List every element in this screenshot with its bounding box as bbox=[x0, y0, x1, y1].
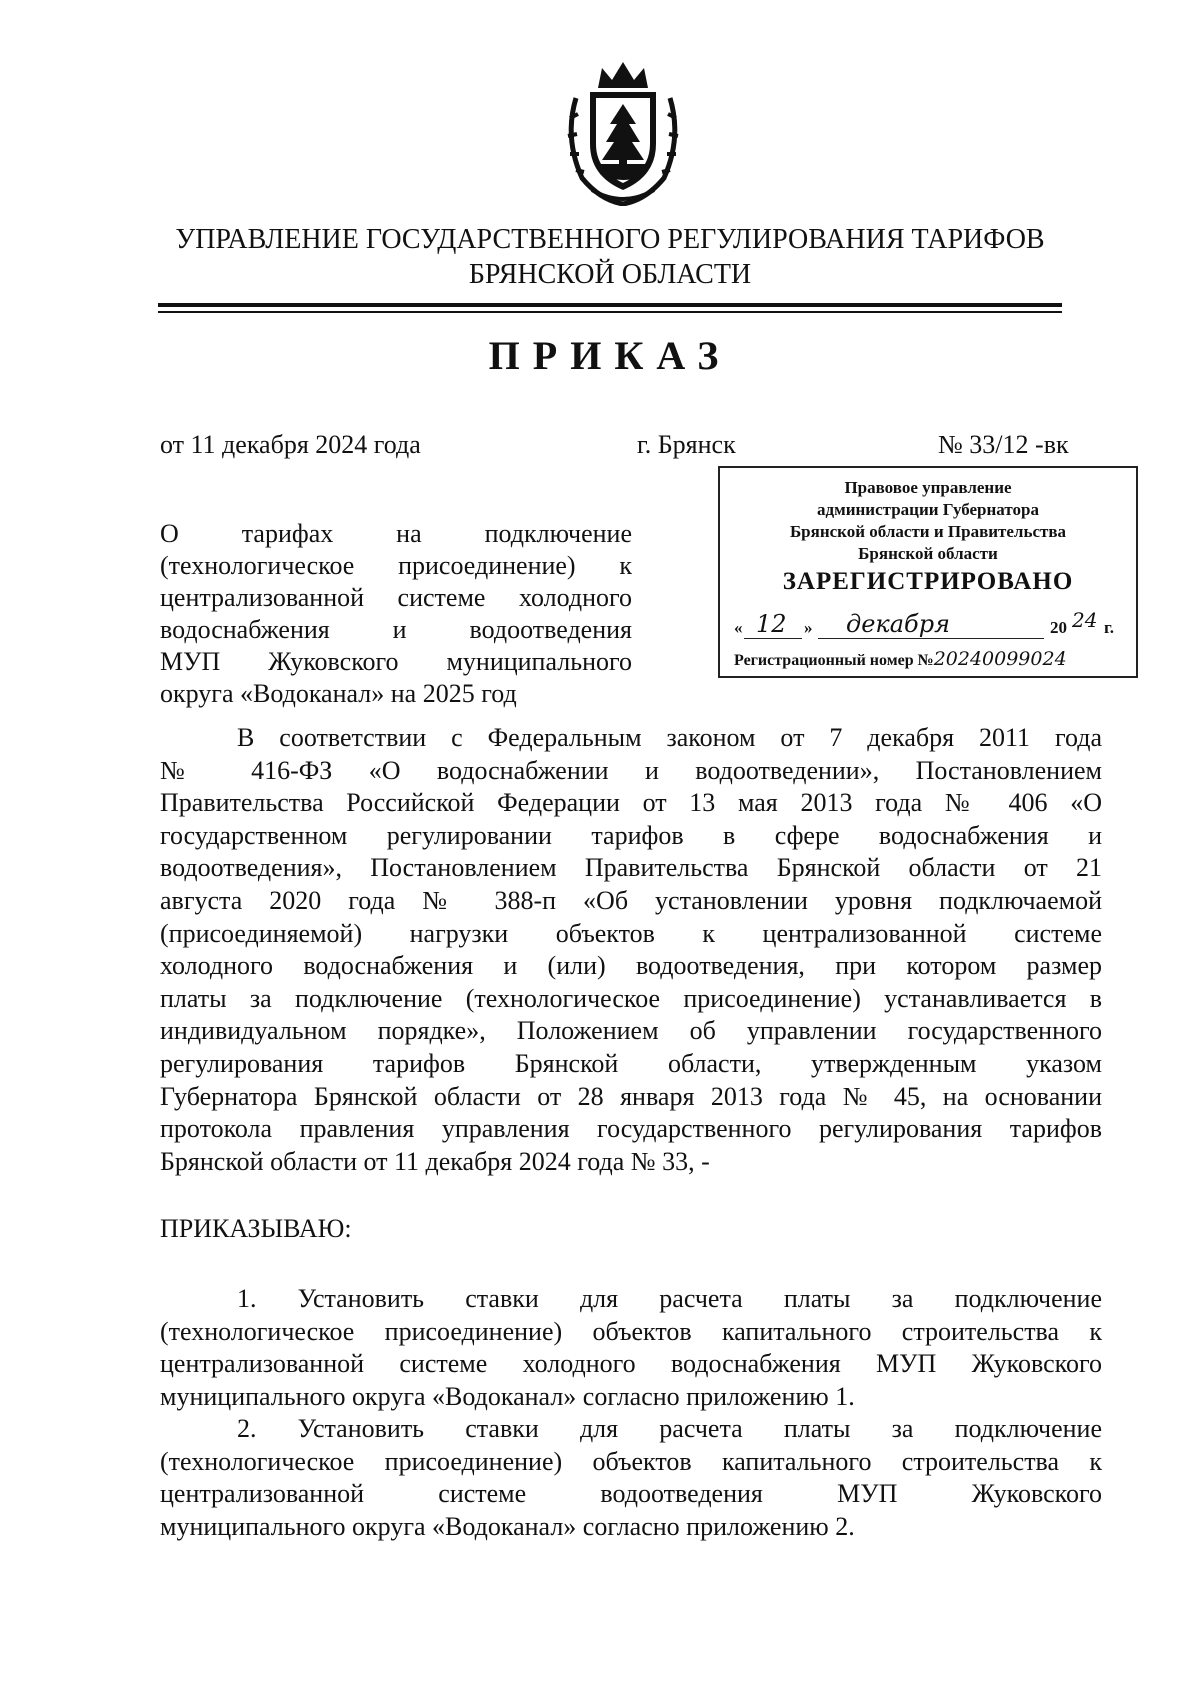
stamp-reg-line bbox=[734, 648, 1067, 670]
stamp-line-3: Брянской области и Правительства bbox=[789, 522, 1067, 541]
stamp-registered: ЗАРЕГИСТРИРОВАНО bbox=[782, 568, 1074, 595]
preamble-line: регулирования тарифов Брянской области, утвержденным указом bbox=[160, 1048, 1102, 1078]
order-item-2 bbox=[160, 1413, 1102, 1543]
item-line: муниципального округа «Водоканал» согласно приложению 1. bbox=[160, 1381, 855, 1411]
stamp-line-4: Брянской области bbox=[858, 544, 998, 563]
registration-stamp bbox=[718, 466, 1138, 678]
authority-line-1: УПРАВЛЕНИЕ ГОСУДАРСТВЕННОГО РЕГУЛИРОВАНИЯ ТАРИФОВ bbox=[175, 224, 1045, 255]
order-word: ПРИКАЗЫВАЮ: bbox=[160, 1214, 352, 1243]
item-line: (технологическое присоединение) объектов капитального строительства к bbox=[160, 1446, 1102, 1476]
preamble-line: (присоединяемой) нагрузки объектов к централизованной системе bbox=[160, 918, 1102, 948]
subject-line: округа «Водоканал» на 2025 год bbox=[160, 679, 517, 708]
preamble-line: индивидуальном порядке», Положением об управлении государственного bbox=[160, 1016, 1102, 1046]
preamble-line: Губернатора Брянской области от 28 января 2013 года № 45, на основании bbox=[160, 1081, 1102, 1111]
stamp-day: 12 bbox=[756, 610, 787, 638]
preamble-paragraph bbox=[160, 722, 1102, 1178]
header-rule-thick bbox=[158, 303, 1062, 307]
item-line: муниципального округа «Водоканал» согласно приложению 2. bbox=[160, 1511, 855, 1541]
preamble-line: № 416-ФЗ «О водоснабжении и водоотведении», Постановлением bbox=[160, 755, 1102, 785]
item-line: централизованной системе холодного водоснабжения МУП Жуковского bbox=[160, 1349, 1102, 1379]
item-line: (технологическое присоединение) объектов капитального строительства к bbox=[160, 1316, 1102, 1346]
preamble-line: Правительства Российской Федерации от 13 мая 2013 года № 406 «О bbox=[160, 788, 1102, 818]
header-rule-thin bbox=[158, 311, 1062, 313]
document-title: ПРИКАЗ bbox=[488, 333, 732, 378]
item-line: 1. Установить ставки для расчета платы за подключение bbox=[237, 1284, 1102, 1313]
subject-line: водоснабжения и водоотведения bbox=[160, 615, 632, 644]
stamp-year-prefix: 20 bbox=[1050, 618, 1067, 637]
stamp-month: декабря bbox=[846, 610, 950, 638]
stamp-reg-number: 20240099024 bbox=[933, 648, 1067, 670]
item-line: централизованной системе водоотведения МУП Жуковского bbox=[160, 1479, 1102, 1509]
stamp-date-line: « 12 » декабря 20 24 г. bbox=[734, 608, 1115, 638]
stamp-line-1: Правовое управление bbox=[844, 478, 1012, 497]
preamble-line: холодного водоснабжения и (или) водоотведения, при котором размер bbox=[160, 951, 1102, 981]
preamble-line: протокола правления управления государственного регулирования тарифов bbox=[160, 1114, 1102, 1144]
preamble-line: платы за подключение (технологическое присоединение) устанавливается в bbox=[160, 983, 1102, 1013]
document-number: № 33/12 -вк bbox=[938, 430, 1069, 459]
preamble-line: водоотведения», Постановлением Правительства Брянской области от 21 bbox=[160, 853, 1102, 883]
authority-line-2: БРЯНСКОЙ ОБЛАСТИ bbox=[468, 259, 752, 290]
stamp-year-suffix: 24 bbox=[1072, 608, 1098, 632]
stamp-year-end: г. bbox=[1104, 618, 1115, 637]
coat-of-arms-emblem bbox=[562, 58, 684, 206]
document-date: от 11 декабря 2024 года bbox=[160, 430, 421, 459]
preamble-line: государственном регулировании тарифов в сфере водоснабжения и bbox=[160, 820, 1102, 850]
item-line: 2. Установить ставки для расчета платы за подключение bbox=[237, 1414, 1102, 1443]
order-item-1 bbox=[160, 1283, 1102, 1413]
issuing-authority bbox=[150, 222, 1070, 292]
subject-line: централизованной системе холодного bbox=[160, 583, 632, 612]
document-subject bbox=[160, 518, 632, 710]
preamble-line: Брянской области от 11 декабря 2024 года № 33, - bbox=[160, 1146, 710, 1176]
subject-line: О тарифах на подключение bbox=[160, 519, 632, 548]
document-city: г. Брянск bbox=[637, 430, 736, 459]
stamp-reg-label: Регистрационный номер № bbox=[734, 652, 934, 669]
subject-line: МУП Жуковского муниципального bbox=[160, 647, 632, 676]
stamp-line-2: администрации Губернатора bbox=[817, 500, 1039, 519]
subject-line: (технологическое присоединение) к bbox=[160, 551, 632, 580]
preamble-line: августа 2020 года № 388-п «Об установлении уровня подключаемой bbox=[160, 885, 1102, 915]
preamble-line: В соответствии с Федеральным законом от 7 декабря 2011 года bbox=[237, 723, 1102, 752]
